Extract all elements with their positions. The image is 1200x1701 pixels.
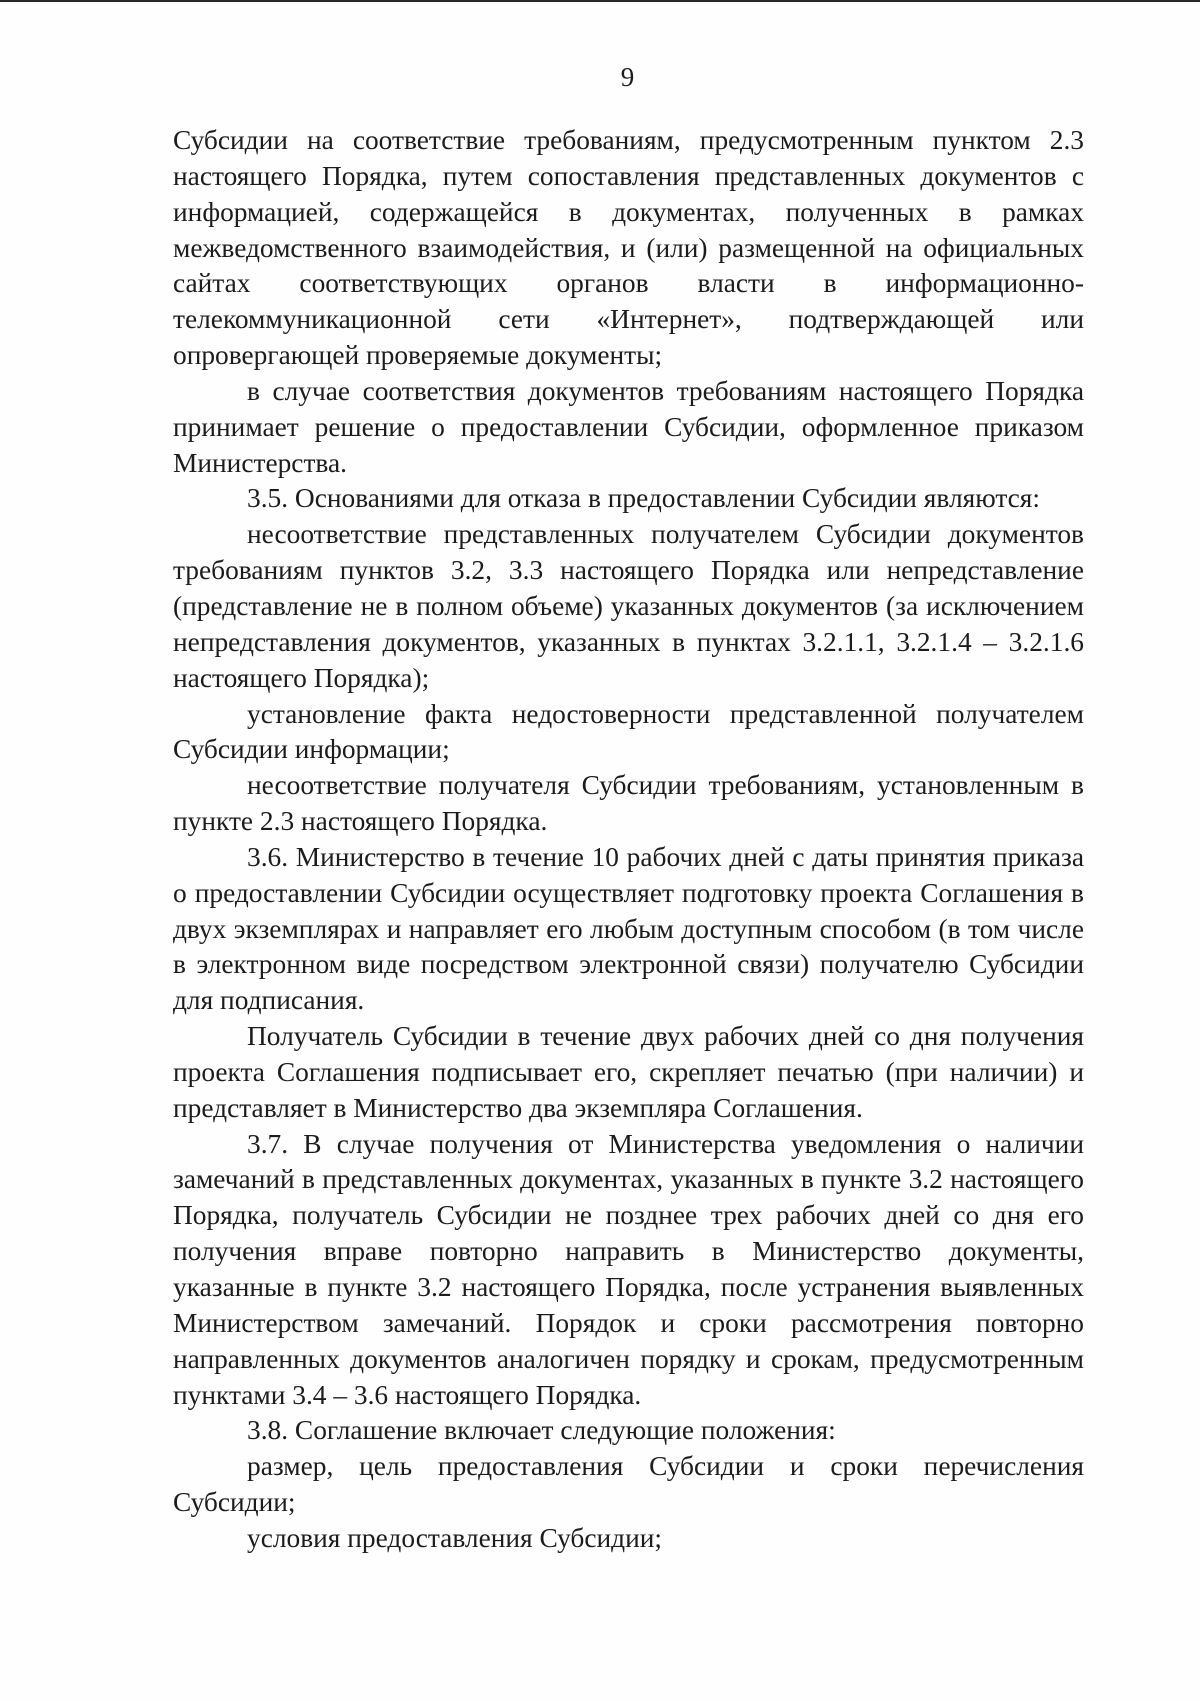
paragraph-decision: в случае соответствия документов требованиям настоящего Порядка принимает решение о предоставлении Субсидии, оформленное приказом Министерства. — [173, 375, 1084, 478]
paragraph-conditions: условия предоставления Субсидии; — [247, 1522, 663, 1553]
paragraph-refusal-requirements: несоответствие получателя Субсидии требованиям, установленным в пункте 2.3 настоящего Порядка. — [173, 770, 1084, 837]
paragraph-refusal-unreliable: установление факта недостоверности представленной получателем Субсидии информации; — [173, 698, 1084, 765]
paragraph-3-6: 3.6. Министерство в течение 10 рабочих дней с даты принятия приказа о предоставлении Субсидии осуществляет подготовку проекта Соглашения в двух экземплярах и направляет его любым доступным способом (в том числе в электронном виде посредством электронной связи) получателю Субсидии для подписания. — [173, 841, 1084, 1016]
paragraph-refusal-documents: несоответствие представленных получателем Субсидии документов требованиям пунктов 3.2, 3.3 настоящего Порядка или непредставление (представление не в полном объеме) указанных документов (за исключением непредставления документов, указанных в пунктах 3.2.1.1, 3.2.1.4 – 3.2.1.6 настоящего Порядка); — [173, 519, 1084, 693]
document-body — [173, 123, 1084, 1557]
paragraph-subsidy-check: Субсидии на соответствие требованиям, предусмотренным пунктом 2.3 настоящего Порядка, путем сопоставления представленных документов с информацией, содержащейся в документах, полученных в рамках межведомственного взаимодействия, и (или) размещенной на официальных сайтах соответствующих органов власти в информационно-телекоммуникационной сети «Интернет», подтверждающей или опровергающей проверяемые документы; — [173, 125, 1084, 371]
page-number: 9 — [620, 62, 635, 92]
paragraph-signing: Получатель Субсидии в течение двух рабочих дней со дня получения проекта Соглашения подписывает его, скрепляет печатью (при наличии) и представляет в Министерство два экземпляра Соглашения. — [173, 1021, 1084, 1123]
paragraph-amount-purpose: размер, цель предоставления Субсидии и сроки перечисления Субсидии; — [173, 1451, 1084, 1518]
paragraph-3-7: 3.7. В случае получения от Министерства уведомления о наличии замечаний в представленных документах, указанных в пункте 3.2 настоящего Порядка, получатель Субсидии не позднее трех рабочих дней со дня его получения вправе повторно направить в Министерство документы, указанные в пункте 3.2 настоящего Порядка, после устранения выявленных Министерством замечаний. Порядок и сроки рассмотрения повторно направленных документов аналогичен порядку и срокам, предусмотренным пунктами 3.4 – 3.6 настоящего Порядка. — [173, 1128, 1084, 1410]
paragraph-3-8-heading: 3.8. Соглашение включает следующие положения: — [247, 1415, 836, 1446]
paragraph-3-5-heading: 3.5. Основаниями для отказа в предоставлении Субсидии являются: — [247, 483, 1041, 514]
